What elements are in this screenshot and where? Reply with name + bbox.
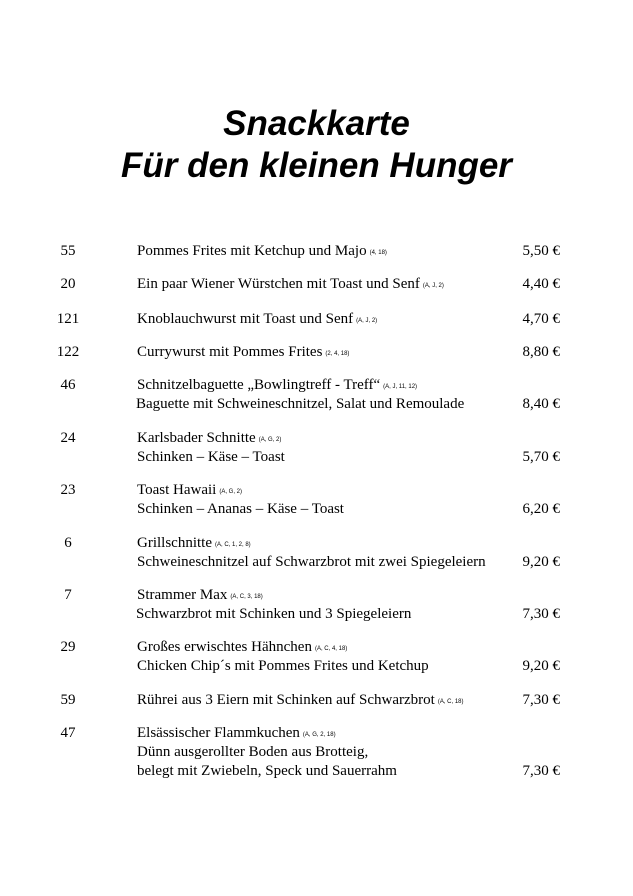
allergen-codes: (A, C, 1, 2, 8) <box>215 542 251 548</box>
menu-item <box>0 480 633 500</box>
item-name: Rührei aus 3 Eiern mit Schinken auf Schwarzbrot (A, C, 18) <box>137 692 464 708</box>
menu-item <box>0 585 633 605</box>
item-number: 29 <box>60 639 76 655</box>
item-description: Schweineschnitzel auf Schwarzbrot mit zwei Spiegeleiern <box>137 554 486 570</box>
item-description: Schinken – Käse – Toast <box>137 449 285 465</box>
item-name: Karlsbader Schnitte (A, G, 2) <box>137 430 282 446</box>
item-number: 23 <box>60 482 76 498</box>
menu-item-detail <box>0 394 633 414</box>
item-name: Strammer Max (A, C, 3, 18) <box>137 587 263 603</box>
item-name: Ein paar Wiener Würstchen mit Toast und Senf (A, J, 2) <box>137 276 444 292</box>
item-description: belegt mit Zwiebeln, Speck und Sauerrahm <box>137 763 397 779</box>
item-name: Knoblauchwurst mit Toast und Senf (A, J, 2) <box>137 311 378 327</box>
allergen-codes: (A, C, 3, 18) <box>230 594 263 600</box>
menu-item <box>0 637 633 657</box>
item-number: 6 <box>64 535 72 551</box>
item-price: 7,30 € <box>522 692 560 708</box>
menu-item <box>0 533 633 553</box>
item-price: 4,40 € <box>522 276 560 292</box>
item-price: 4,70 € <box>522 311 560 327</box>
item-price: 5,50 € <box>522 243 560 259</box>
allergen-codes: (A, C, 18) <box>437 699 464 705</box>
item-description: Baguette mit Schweineschnitzel, Salat und Remoulade <box>136 396 465 412</box>
item-name: Schnitzelbaguette „Bowlingtreff - Treff“ (A, J, 11, 12) <box>137 377 418 393</box>
allergen-codes: (A, J, 2) <box>356 318 378 324</box>
menu-subtitle: Für den kleinen Hunger <box>121 146 512 185</box>
item-price: 8,80 € <box>522 344 560 360</box>
item-name: Großes erwischtes Hähnchen (A, C, 4, 18) <box>137 639 348 655</box>
item-price: 9,20 € <box>522 658 560 674</box>
menu-item-detail <box>0 742 633 762</box>
item-number: 121 <box>56 311 80 327</box>
menu-item <box>0 690 633 710</box>
allergen-codes: (4, 18) <box>369 250 387 256</box>
item-description: Dünn ausgerollter Boden aus Brotteig, <box>137 744 369 760</box>
menu-item-detail <box>0 552 633 572</box>
item-price: 7,30 € <box>522 606 560 622</box>
allergen-codes: (A, J, 2) <box>422 283 444 289</box>
item-name: Toast Hawaii (A, G, 2) <box>137 482 243 498</box>
allergen-codes: (A, G, 2) <box>219 489 243 495</box>
allergen-codes: (A, C, 4, 18) <box>314 646 348 652</box>
item-name: Pommes Frites mit Ketchup und Majo (4, 18) <box>137 243 387 259</box>
item-number: 46 <box>60 377 76 393</box>
menu-item-detail <box>0 761 633 781</box>
menu-item <box>0 342 633 362</box>
item-description: Schwarzbrot mit Schinken und 3 Spiegeleiern <box>136 606 412 622</box>
item-price: 6,20 € <box>522 501 560 517</box>
item-name: Grillschnitte (A, C, 1, 2, 8) <box>137 535 251 551</box>
item-description: Chicken Chip´s mit Pommes Frites und Ketchup <box>137 658 429 674</box>
allergen-codes: (2, 4, 18) <box>325 351 350 357</box>
item-number: 7 <box>64 587 72 603</box>
item-price: 9,20 € <box>522 554 560 570</box>
menu-item <box>0 241 633 261</box>
menu-item <box>0 309 633 329</box>
item-description: Schinken – Ananas – Käse – Toast <box>137 501 344 517</box>
menu-item <box>0 274 633 294</box>
menu-item-detail <box>0 447 633 467</box>
menu-item-detail <box>0 604 633 624</box>
allergen-codes: (A, G, 2) <box>258 437 282 443</box>
item-name: Currywurst mit Pommes Frites (2, 4, 18) <box>137 344 350 360</box>
item-number: 55 <box>60 243 76 259</box>
menu-item-detail <box>0 656 633 676</box>
item-price: 8,40 € <box>522 396 560 412</box>
item-number: 59 <box>60 692 76 708</box>
menu-item <box>0 375 633 395</box>
allergen-codes: (A, G, 2, 18) <box>302 732 336 738</box>
menu-item <box>0 428 633 448</box>
item-price: 7,30 € <box>522 763 560 779</box>
menu-item-detail <box>0 499 633 519</box>
allergen-codes: (A, J, 11, 12) <box>383 384 418 390</box>
item-number: 20 <box>60 276 76 292</box>
item-name: Elsässischer Flammkuchen (A, G, 2, 18) <box>137 725 336 741</box>
item-number: 122 <box>56 344 80 360</box>
item-price: 5,70 € <box>522 449 560 465</box>
item-number: 24 <box>60 430 76 446</box>
menu-title: Snackkarte <box>223 104 410 143</box>
menu-item <box>0 723 633 743</box>
item-number: 47 <box>60 725 76 741</box>
